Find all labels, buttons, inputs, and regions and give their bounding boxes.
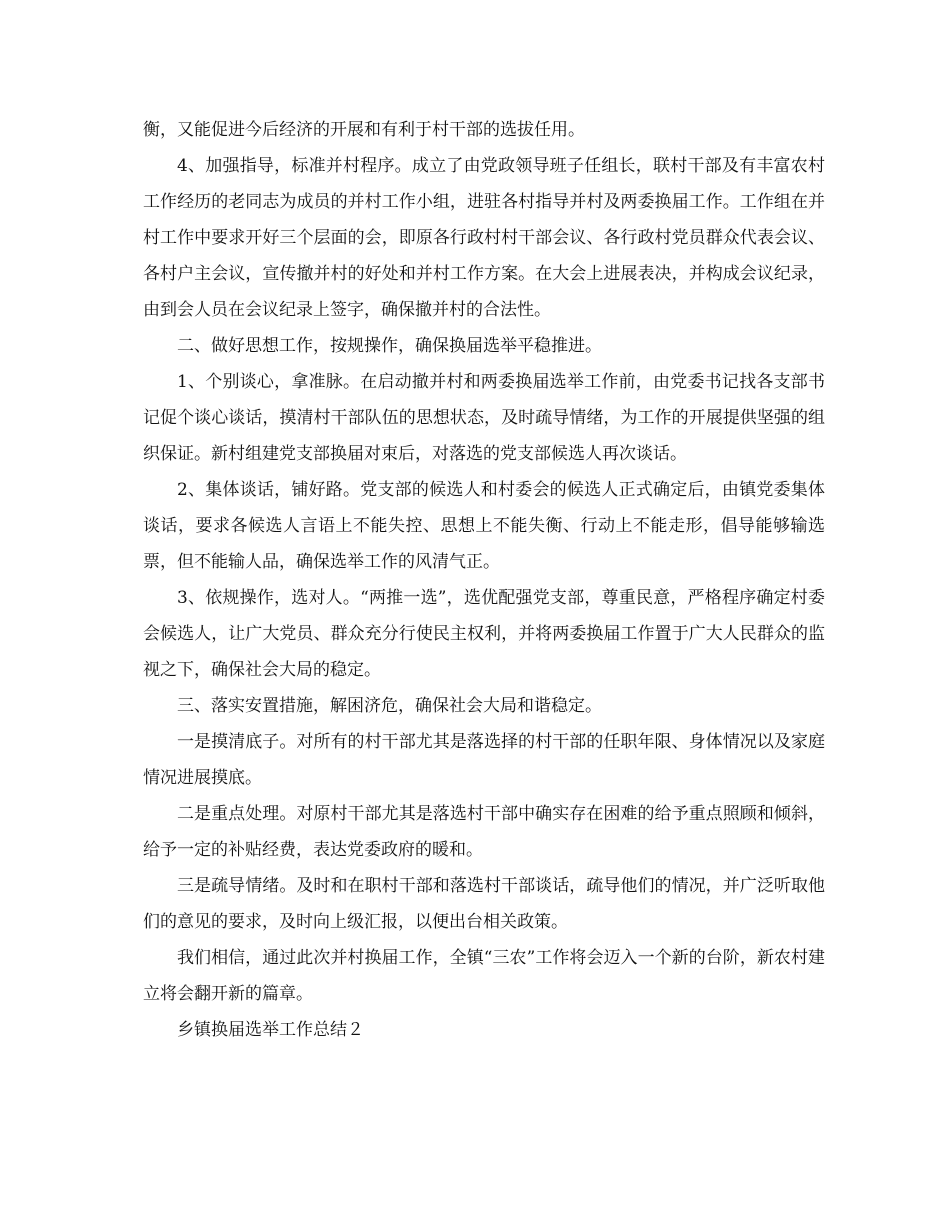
paragraph-conclusion: 我们相信，通过此次并村换届工作，全镇“三农”工作将会迈入一个新的台阶，新农村建立将会翻开新的篇章。 <box>143 948 825 1004</box>
section-heading-3: 三、落实安置措施，解困济危，确保社会大局和谐稳定。 <box>177 696 602 716</box>
document-page <box>143 112 825 1048</box>
paragraph-point-2: 二是重点处理。对原村干部尤其是落选村干部中确实存在困难的给予重点照顾和倾斜，给予一定的补贴经费，表达党委政府的暖和。 <box>143 804 825 860</box>
paragraph-item-2: 2、集体谈话，铺好路。党支部的候选人和村委会的候选人正式确定后，由镇党委集体谈话，要求各候选人言语上不能失控、思想上不能失衡、行动上不能走形，倡导能够输选票，但不能输人品，确保选举工作的风清气正。 <box>143 480 825 572</box>
next-section-title: 乡镇换届选举工作总结２ <box>177 1020 364 1040</box>
paragraph-item-3: 3、依规操作，选对人。“两推一选”，选优配强党支部，尊重民意，严格程序确定村委会候选人，让广大党员、群众充分行使民主权利，并将两委换届工作置于广大人民群众的监视之下，确保社会大局的稳定。 <box>143 588 825 680</box>
paragraph-point-1: 一是摸清底子。对所有的村干部尤其是落选择的村干部的任职年限、身体情况以及家庭情况进展摸底。 <box>143 732 825 788</box>
paragraph-item-1: 1、个别谈心，拿准脉。在启动撤并村和两委换届选举工作前，由党委书记找各支部书记促个谈心谈话，摸清村干部队伍的思想状态，及时疏导情绪，为工作的开展提供坚强的组织保证。新村组建党支部换届对束后，对落选的党支部候选人再次谈话。 <box>143 372 825 464</box>
paragraph-item-4: 4、加强指导，标准并村程序。成立了由党政领导班子任组长，联村干部及有丰富农村工作经历的老同志为成员的并村工作小组，进驻各村指导并村及两委换届工作。工作组在并村工作中要求开好三个层面的会，即原各行政村村干部会议、各行政村党员群众代表会议、各村户主会议，宣传撤并村的好处和并村工作方案。在大会上进展表决，并构成会议纪录，由到会人员在会议纪录上签字，确保撤并村的合法性。 <box>143 156 825 320</box>
section-heading-2: 二、做好思想工作，按规操作，确保换届选举平稳推进。 <box>177 336 602 356</box>
paragraph-point-3: 三是疏导情绪。及时和在职村干部和落选村干部谈话，疏导他们的情况，并广泛听取他们的意见的要求，及时向上级汇报，以便出台相关政策。 <box>143 876 825 932</box>
paragraph-continuation: 衡，又能促进今后经济的开展和有利于村干部的选拔任用。 <box>143 120 585 140</box>
